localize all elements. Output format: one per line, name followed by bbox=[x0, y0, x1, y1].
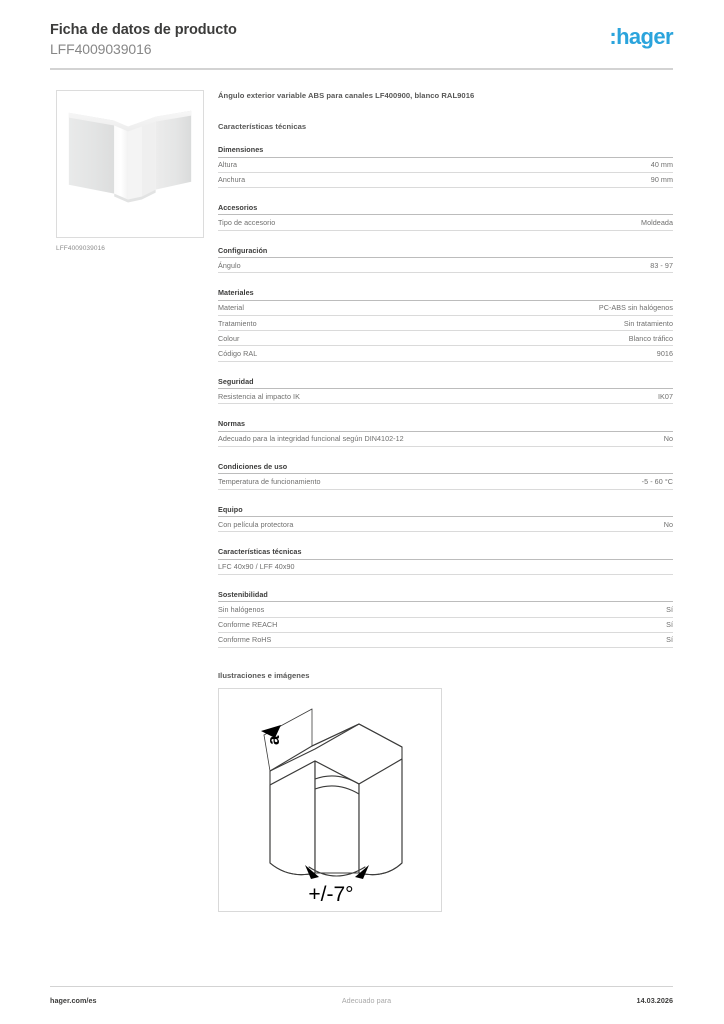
spec-row-label: Anchura bbox=[218, 175, 246, 185]
spec-section bbox=[218, 145, 673, 188]
footer-divider bbox=[50, 986, 673, 987]
spec-section bbox=[218, 203, 673, 231]
spec-row-label: Adecuado para la integridad funcional según DIN4102-12 bbox=[218, 434, 404, 444]
spec-row bbox=[218, 618, 673, 633]
spec-row bbox=[218, 633, 673, 648]
spec-row-value: IK07 bbox=[658, 391, 673, 401]
spec-row bbox=[218, 316, 673, 331]
spec-row-value: Sí bbox=[666, 620, 673, 630]
spec-row-value: 83 - 97 bbox=[650, 260, 673, 270]
spec-row-label: Tratamiento bbox=[218, 318, 257, 328]
page-title: Ficha de datos de producto bbox=[50, 22, 237, 38]
spec-row-value: -5 - 60 °C bbox=[641, 476, 673, 486]
page-header bbox=[50, 22, 673, 68]
spec-section-heading: Accesorios bbox=[218, 203, 673, 216]
external-angle-technical-drawing bbox=[219, 689, 443, 913]
spec-row bbox=[218, 158, 673, 173]
angle-tolerance-label: +/-7° bbox=[308, 883, 354, 906]
spec-row-label: Conforme REACH bbox=[218, 620, 278, 630]
spec-section-heading: Equipo bbox=[218, 505, 673, 518]
spec-row-value: Sin tratamiento bbox=[623, 318, 673, 328]
illustrations-title: Ilustraciones e imágenes bbox=[218, 671, 310, 680]
page-footer bbox=[50, 996, 673, 1005]
spec-row bbox=[218, 331, 673, 346]
spec-row bbox=[218, 517, 673, 532]
hager-logo bbox=[609, 26, 673, 48]
spec-section-heading: Seguridad bbox=[218, 377, 673, 390]
spec-row-label: Temperatura de funcionamiento bbox=[218, 476, 321, 486]
spec-row-label: Tipo de accesorio bbox=[218, 217, 276, 227]
spec-row bbox=[218, 474, 673, 489]
spec-row-value: Blanco tráfico bbox=[628, 333, 673, 343]
spec-row-label: Material bbox=[218, 303, 244, 313]
spec-row bbox=[218, 432, 673, 447]
spec-section bbox=[218, 462, 673, 490]
spec-section-heading: Dimensiones bbox=[218, 145, 673, 158]
product-photo-image bbox=[57, 91, 203, 237]
datasheet-content bbox=[218, 90, 673, 912]
spec-row-label: Ángulo bbox=[218, 260, 241, 270]
spec-row-value: Sí bbox=[666, 635, 673, 645]
spec-section bbox=[218, 547, 673, 575]
footer-website[interactable]: hager.com/es bbox=[50, 996, 97, 1005]
product-reference: LFF4009039016 bbox=[50, 41, 152, 57]
spec-row-label: Altura bbox=[218, 160, 238, 170]
illustration-box bbox=[218, 688, 442, 912]
spec-row-label: Colour bbox=[218, 333, 240, 343]
spec-section-heading: Materiales bbox=[218, 288, 673, 301]
spec-row-label: Sin halógenos bbox=[218, 605, 265, 615]
spec-section bbox=[218, 377, 673, 405]
spec-section bbox=[218, 419, 673, 447]
product-photo bbox=[56, 90, 204, 238]
spec-section bbox=[218, 590, 673, 648]
spec-row-value: 90 mm bbox=[650, 175, 673, 185]
product-description: Ángulo exterior variable ABS para canales LF400900, blanco RAL9016 bbox=[218, 91, 475, 100]
spec-row-value: 40 mm bbox=[650, 160, 673, 170]
spec-row-value: Moldeada bbox=[641, 217, 673, 227]
spec-row-label: Código RAL bbox=[218, 348, 258, 358]
technical-characteristics-title: Características técnicas bbox=[218, 122, 307, 131]
spec-row bbox=[218, 173, 673, 188]
spec-row-value: No bbox=[663, 519, 673, 529]
header-divider bbox=[50, 68, 673, 70]
spec-row-label: Con película protectora bbox=[218, 519, 294, 529]
spec-row-value: 9016 bbox=[656, 348, 673, 358]
spec-row bbox=[218, 301, 673, 316]
spec-section bbox=[218, 288, 673, 361]
spec-row bbox=[218, 215, 673, 230]
spec-row bbox=[218, 389, 673, 404]
spec-section bbox=[218, 246, 673, 274]
product-photo-caption: LFF4009039016 bbox=[56, 245, 106, 252]
logo-colon-icon: : bbox=[609, 24, 617, 49]
spec-row-value: PC-ABS sin halógenos bbox=[598, 303, 673, 313]
spec-section-heading: Normas bbox=[218, 419, 673, 432]
spec-row bbox=[218, 258, 673, 273]
logo-text: hager bbox=[616, 24, 673, 49]
spec-row-label: LFC 40x90 / LFF 40x90 bbox=[218, 562, 295, 572]
spec-row-value: No bbox=[663, 434, 673, 444]
footer-note: Adecuado para bbox=[341, 996, 392, 1005]
spec-row bbox=[218, 346, 673, 361]
spec-row-label: Resistencia al impacto IK bbox=[218, 391, 300, 401]
spec-section-heading: Sostenibilidad bbox=[218, 590, 673, 603]
specification-sections bbox=[218, 145, 673, 648]
footer-date: 14.03.2026 bbox=[636, 996, 673, 1005]
spec-section-heading: Configuración bbox=[218, 246, 673, 259]
spec-row bbox=[218, 560, 673, 575]
header-titles bbox=[50, 22, 237, 58]
spec-section bbox=[218, 505, 673, 533]
dimension-label-a: a bbox=[264, 735, 283, 745]
spec-section-heading: Condiciones de uso bbox=[218, 462, 673, 475]
spec-row-label: Conforme RoHS bbox=[218, 635, 272, 645]
spec-row bbox=[218, 602, 673, 617]
spec-row-value: Sí bbox=[666, 605, 673, 615]
spec-section-heading: Características técnicas bbox=[218, 547, 673, 560]
